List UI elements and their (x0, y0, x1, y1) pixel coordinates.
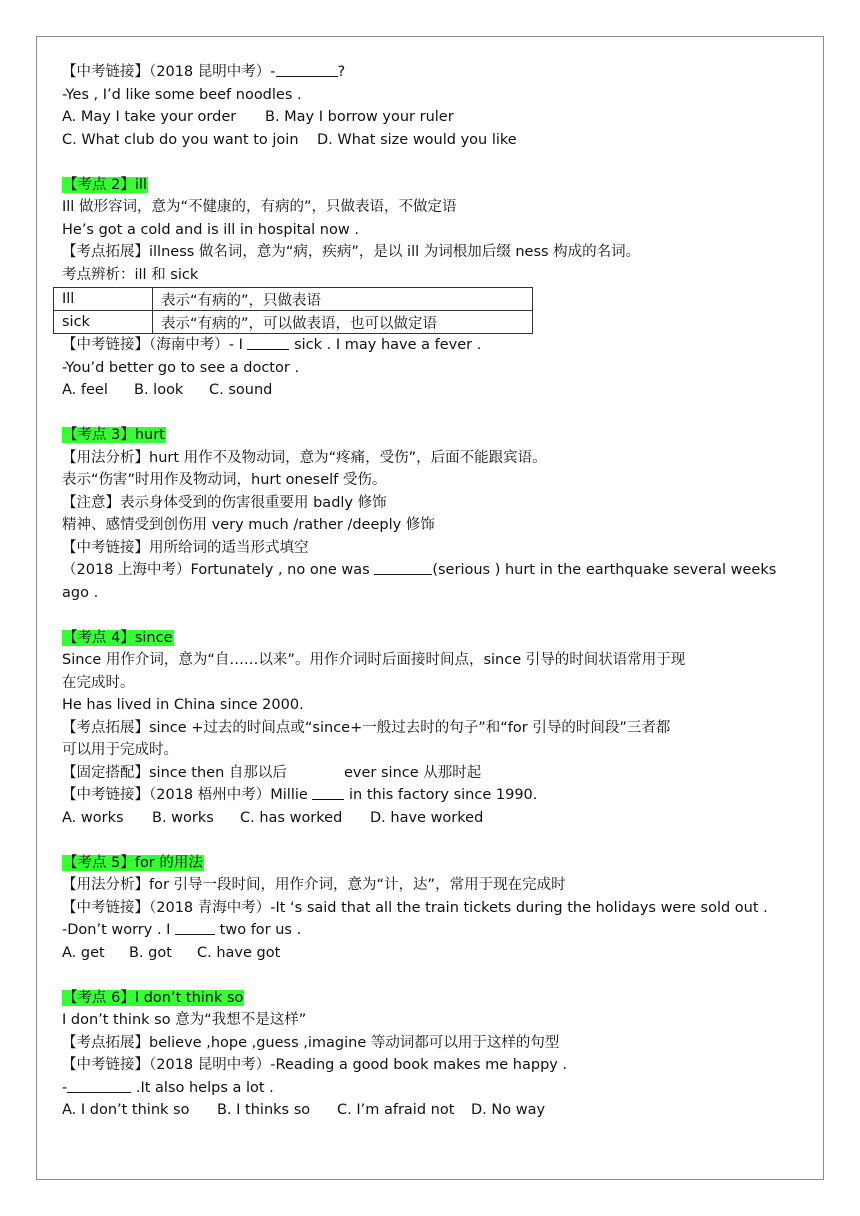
question-end: in this factory since 1990. (344, 787, 538, 803)
text-line: ago . (62, 584, 99, 601)
table-row (54, 311, 533, 334)
question-end: ? (337, 64, 346, 80)
options-line (62, 106, 804, 129)
text-line: 【考点拓展】illness 做名词，意为“病，疾病”，是以 ill 为词根加后缀 ness 构成的名词。 (62, 244, 641, 260)
option-b: B. works (152, 809, 214, 826)
question-line (62, 559, 804, 582)
options-line (62, 379, 804, 402)
table-row (54, 288, 533, 311)
collocation-1: 【固定搭配】since then 自那以后 (62, 764, 287, 781)
answer-blank (374, 559, 432, 575)
question-line (62, 919, 804, 942)
section-heading (62, 627, 804, 650)
options-line (62, 942, 804, 965)
question-text: 【中考链接】（海南中考）- I (62, 337, 248, 353)
option-c: C. sound (209, 382, 273, 398)
option-c: C. What club do you want to join (62, 131, 299, 148)
option-b: B. look (134, 382, 184, 398)
text-line: 【用法分析】hurt 用作不及物动词，意为“疼痛，受伤”，后面不能跟宾语。 (62, 449, 547, 466)
option-b: B. May I borrow your ruler (265, 109, 454, 125)
table-cell-word: Ill (54, 288, 153, 311)
answer-blank (67, 1077, 131, 1093)
text-line: 【考点拓展】believe ,hope ,guess ,imagine 等动词都可以用于这样的句型 (62, 1034, 560, 1051)
answer-blank (247, 334, 289, 350)
answer-line: -Yes , I’d like some beef noodles . (62, 86, 302, 103)
answer-blank (312, 784, 344, 800)
option-b: B. got (129, 944, 172, 961)
option-d: D. No way (471, 1102, 546, 1118)
answer-line: -You’d better go to see a doctor . (62, 359, 300, 376)
question-text: -Don’t worry . I (62, 922, 176, 938)
option-d: D. What size would you like (317, 131, 517, 148)
text-line: 【注意】表示身体受到的伤害很重要用 badly 修饰 (62, 494, 387, 511)
options-line (62, 807, 804, 830)
question-text: （2018 上海中考）Fortunately , no one was (62, 562, 375, 578)
answer-blank (175, 919, 215, 935)
text-line: 【中考链接】（2018 青海中考）-It ‘s said that all the train tickets during the holidays were sold out . (62, 899, 768, 916)
table-cell-word: sick (54, 311, 153, 334)
table-cell-desc: 表示“有病的”，可以做表语，也可以做定语 (153, 311, 533, 334)
option-d: D. have worked (370, 809, 484, 826)
options-line (62, 1099, 804, 1122)
question-line (62, 784, 804, 807)
text-line: He’s got a cold and is ill in hospital now . (62, 221, 359, 238)
question-end: (serious ) hurt in the earthquake several weeks (432, 562, 777, 578)
option-c: C. I’m afraid not (337, 1102, 455, 1118)
options-line (62, 129, 804, 152)
question-text: 【中考链接】（2018 昆明中考）- (62, 64, 276, 80)
section-title: 【考点 3】hurt (63, 427, 165, 443)
section-title: 【考点 5】for 的用法 (63, 854, 203, 871)
section-title: 【考点 2】ill (63, 176, 147, 193)
option-a: A. works (62, 809, 124, 826)
question-end: two for us . (215, 922, 302, 938)
text-line: 【中考链接】（2018 昆明中考）-Reading a good book makes me happy . (62, 1057, 568, 1073)
text-line: 考点辨析：ill 和 sick (62, 266, 199, 283)
section-heading (62, 987, 804, 1010)
text-line: 【考点拓展】since +过去的时间点或“since+一般过去时的句子”和“for 引导的时间段”三者都 (62, 719, 671, 736)
text-line (62, 762, 804, 785)
question-line (62, 61, 804, 84)
text-line: 【用法分析】for 引导一段时间，用作介词，意为“计，达”，常用于现在完成时 (62, 877, 566, 893)
text-line: 精神、感情受到创伤用 very much /rather /deeply 修饰 (62, 517, 435, 533)
section-heading (62, 174, 804, 197)
question-end: .It also helps a lot . (131, 1079, 274, 1096)
question-text: - (62, 1079, 68, 1096)
section-heading (62, 424, 804, 447)
question-end: sick . I may have a fever . (289, 337, 482, 353)
text-line: He has lived in China since 2000. (62, 697, 304, 713)
comparison-table (53, 287, 533, 334)
option-c: C. has worked (240, 809, 343, 826)
option-a: A. I don’t think so (62, 1102, 190, 1118)
table-cell-desc: 表示“有病的”，只做表语 (153, 288, 533, 311)
text-line: Ill 做形容词，意为“不健康的，有病的”，只做表语，不做定语 (62, 199, 457, 215)
option-a: A. get (62, 944, 105, 961)
collocation-2: ever since 从那时起 (344, 764, 482, 781)
text-line: 在完成时。 (62, 674, 135, 691)
question-text: 【中考链接】（2018 梧州中考）Millie (62, 787, 313, 803)
document-body (62, 61, 804, 1122)
section-heading (62, 852, 804, 875)
option-c: C. have got (197, 944, 281, 961)
question-line (62, 1077, 804, 1100)
question-line (62, 334, 804, 357)
option-b: B. I thinks so (217, 1102, 311, 1118)
section-title: 【考点 6】I don’t think so (63, 989, 244, 1006)
section-title: 【考点 4】since (63, 629, 173, 646)
text-line: Since 用作介词，意为“自……以来”。用作介词时后面接时间点，since 引导的时间状语常用于现 (62, 652, 686, 668)
text-line: 【中考链接】用所给词的适当形式填空 (62, 539, 309, 556)
answer-blank (276, 61, 338, 77)
option-a: A. May I take your order (62, 109, 237, 125)
text-line: 可以用于完成时。 (62, 742, 178, 758)
text-line: I don’t think so 意为“我想不是这样” (62, 1012, 307, 1028)
option-a: A. feel (62, 382, 108, 398)
text-line: 表示“伤害”时用作及物动词，hurt oneself 受伤。 (62, 472, 387, 488)
